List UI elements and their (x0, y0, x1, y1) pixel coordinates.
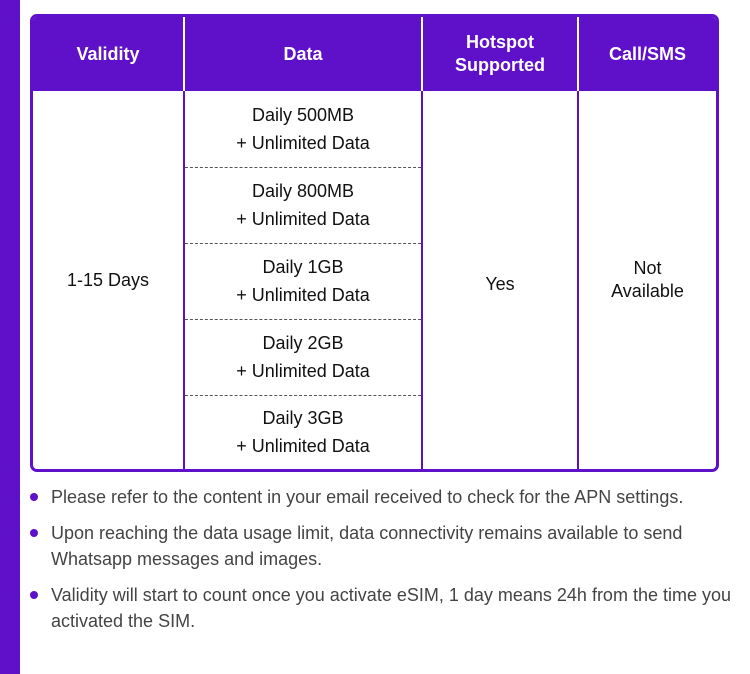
note-text: Validity will start to count once you activate eSIM, 1 day means 24h from the time you activated the SIM. (51, 585, 731, 631)
content-panel (20, 0, 750, 674)
bullet-icon (30, 529, 38, 537)
data-option: Daily 1GB + Unlimited Data (236, 257, 370, 305)
bullet-icon (30, 591, 38, 599)
data-option: Daily 800MB + Unlimited Data (236, 181, 370, 229)
data-option: Daily 500MB + Unlimited Data (236, 105, 370, 153)
plan-table (30, 14, 719, 472)
hotspot-cell: Yes (485, 274, 515, 294)
call-sms-cell: Not Available (611, 258, 684, 301)
list-item (30, 484, 740, 510)
bullet-icon (30, 493, 38, 501)
header-divider (183, 17, 185, 91)
header-divider (577, 17, 579, 91)
header-data: Data (283, 43, 323, 64)
table-header (33, 17, 716, 91)
list-item (30, 582, 740, 634)
list-item (30, 520, 740, 572)
data-option: Daily 2GB + Unlimited Data (236, 333, 370, 381)
note-text: Please refer to the content in your email received to check for the APN settings. (51, 487, 684, 507)
validity-cell: 1-15 Days (66, 270, 150, 290)
header-hotspot: Hotspot Supported (455, 32, 545, 75)
header-validity: Validity (76, 43, 140, 64)
header-call-sms: Call/SMS (608, 43, 687, 64)
notes-list (30, 484, 740, 644)
header-divider (421, 17, 423, 91)
note-text: Upon reaching the data usage limit, data connectivity remains available to send Whatsapp messages and images. (51, 523, 683, 569)
data-option: Daily 3GB + Unlimited Data (236, 408, 370, 456)
